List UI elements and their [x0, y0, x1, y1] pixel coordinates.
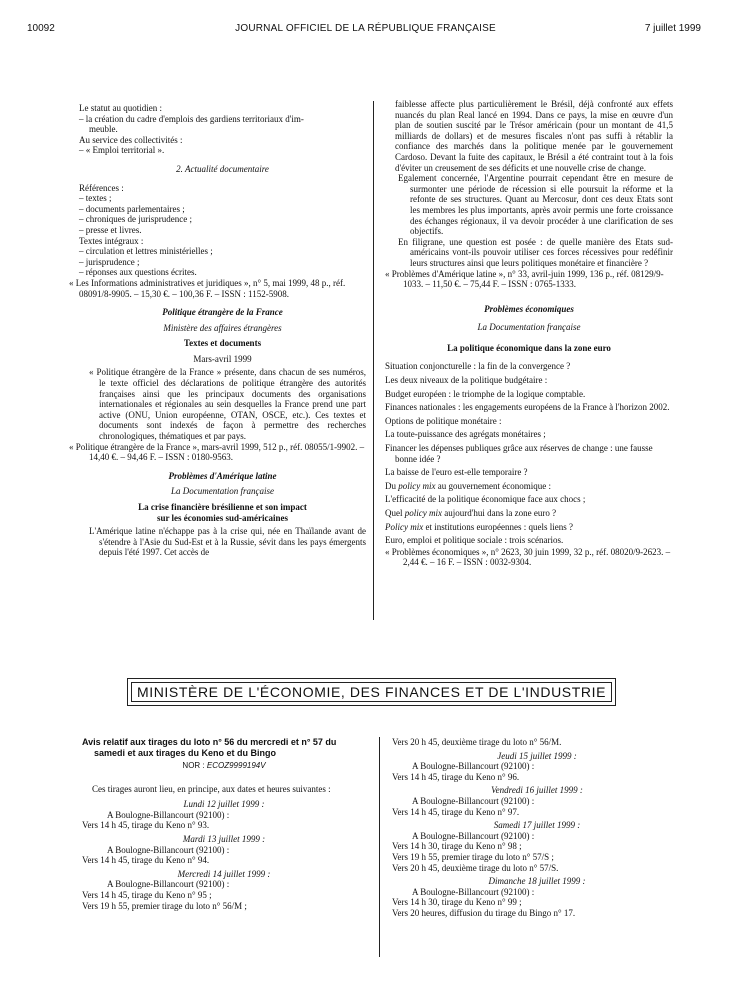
section-heading: Problèmes économiques [484, 303, 574, 314]
location: A Boulogne-Billancourt (92100) : [107, 879, 230, 890]
text-run: Du [385, 480, 399, 491]
list-item: Budget européen : le triomphe de la logique comptable. [385, 388, 586, 399]
list-item: Finances nationales : les engagements européens de la France à l'horizon 2002. [385, 402, 670, 413]
publication-reference: « Problèmes d'Amérique latine », n° 33, avril-juin 1999, 136 p., réf. 08129/9-1033. – 11,50 €. – 75,44 F. – ISSN : 0765-1333. [385, 268, 664, 290]
column-divider [379, 737, 380, 957]
day-heading: Samedi 17 juillet 1999 : [493, 820, 581, 831]
day-heading: Jeudi 15 juillet 1999 : [497, 750, 577, 761]
nor-reference [82, 761, 366, 772]
list-item: – textes ; [79, 193, 112, 204]
nor-code: ECOZ9999194V [206, 761, 266, 770]
day-heading: Mercredi 14 juillet 1999 : [177, 868, 271, 879]
draw-line: Vers 14 h 45, tirage du Keno n° 96. [392, 771, 520, 782]
list-item: Options de politique monétaire : [385, 415, 502, 426]
day-heading: Vendredi 16 juillet 1999 : [491, 785, 583, 796]
issue-period: Mars-avril 1999 [193, 353, 252, 364]
list-item [385, 522, 673, 533]
journal-title: JOURNAL OFFICIEL DE LA RÉPUBLIQUE FRANÇAISE [235, 23, 496, 34]
draw-line: Vers 19 h 55, premier tirage du loto n° 56/M ; [82, 900, 247, 911]
text-run: au gouvernement économique : [435, 480, 551, 491]
sub-heading: La Documentation française [171, 486, 274, 497]
list-item: – circulation et lettres ministérielles ; [79, 246, 213, 257]
list-item: L'efficacité de la politique économique face aux chocs ; [385, 494, 586, 505]
nor-label: NOR : [182, 761, 207, 770]
intro-line: Le statut au quotidien : [79, 103, 162, 113]
publication-reference: « Politique étrangère de la France », mars-avril 1999, 512 p., réf. 08055/1-9902. – 14,40 €. – 94,46 F. – ISSN : 0180-9563. [69, 441, 365, 463]
issue-date: 7 juillet 1999 [644, 23, 701, 34]
location: A Boulogne-Billancourt (92100) : [412, 830, 535, 841]
location: A Boulogne-Billancourt (92100) : [412, 795, 535, 806]
draw-line: Vers 14 h 45, tirage du Keno n° 93. [82, 820, 210, 831]
list-item: Euro, emploi et politique sociale : trois scénarios. [385, 535, 564, 546]
draw-line: Vers 14 h 45, tirage du Keno n° 94. [82, 855, 210, 866]
sub-heading: La Documentation française [477, 322, 581, 333]
location: A Boulogne-Billancourt (92100) : [107, 844, 230, 855]
paragraph: En filigrane, une question est posée : de quelle manière des Etats sud-américains vont-ils pouvoir utiliser ces forces récessives pour redéfinir leurs structures ainsi que leurs politiques monétaire et financière ? [398, 236, 673, 268]
article-title: sur les économies sud-américaines [156, 512, 289, 523]
draw-line: Vers 14 h 45, tirage du Keno n° 97. [392, 806, 520, 817]
list-item: Les deux niveaux de la politique budgétaire : [385, 375, 548, 386]
text-run: Quel [385, 508, 405, 518]
draw-line: Vers 20 heures, diffusion du tirage du Bingo n° 17. [392, 907, 576, 918]
location: A Boulogne-Billancourt (92100) : [412, 886, 535, 897]
list-item: Situation conjoncturelle : la fin de la convergence ? [385, 361, 571, 372]
draw-line: Vers 20 h 45, deuxième tirage du loto n° 56/M. [392, 737, 562, 747]
draw-line: Vers 14 h 30, tirage du Keno n° 98 ; [392, 841, 522, 852]
paragraph: faiblesse affecte plus particulièrement le Brésil, déjà confronté aux effets nuancés du plan Real lancé en 1994. Dans ce pays, la mise en œuvre d'un plan de soutien suscité par le Trésor américain (pour un montant de 41,5 milliards de dollars) et de mesures fiscales n'ont pas suffi à rétablir la confiance des marchés dans la politique menée par le gouvernement Cardoso. Devant la fuite des capitaux, le Brésil a été contraint tout à la fois d'éviter un creusement de ses déficits et une nouvelle crise de change. [395, 99, 673, 173]
column-divider [373, 101, 374, 620]
list-item [385, 481, 673, 492]
list-item: – chroniques de jurisprudence ; [79, 214, 192, 225]
sub-heading: Ministère des affaires étrangères [163, 322, 282, 333]
text-run: policy mix [398, 480, 436, 491]
list-label: Références : [79, 182, 124, 193]
paragraph: L'Amérique latine n'échappe pas à la crise qui, née en Thaïlande avant de s'étendre à l'Asie du Sud-Est et à la Russie, sévit dans les pays émergents depuis l'été 1997. Cet accès de [89, 526, 366, 558]
draw-line: Vers 19 h 55, premier tirage du loto n° 57/S ; [392, 851, 554, 862]
day-heading: Dimanche 18 juillet 1999 : [488, 876, 586, 887]
text-run: et institutions européennes : quels liens ? [423, 521, 573, 532]
location: A Boulogne-Billancourt (92100) : [107, 809, 230, 820]
day-heading: Mardi 13 juillet 1999 : [182, 833, 266, 844]
intro-line: – « Emploi territorial ». [79, 145, 165, 156]
text-run: policy mix [404, 508, 442, 518]
publication-reference: « Les Informations administratives et juridiques », n° 5, mai 1999, 48 p., réf. 08091/8-9905. – 15,30 €. – 100,36 F. – ISSN : 1152-5908. [69, 277, 346, 299]
intro-line: – la création du cadre d'emplois des gardiens territoriaux d'im- meuble. [79, 113, 304, 135]
page-header [0, 23, 731, 39]
paragraph: Ces tirages auront lieu, en principe, aux dates et heures suivantes : [92, 783, 331, 794]
sub-heading: Textes et documents [183, 338, 262, 349]
list-item: La baisse de l'euro est-elle temporaire ? [385, 467, 528, 478]
draw-line: Vers 14 h 45, tirage du Keno n° 95 ; [82, 889, 212, 900]
list-item: – presse et livres. [79, 224, 142, 235]
day-heading: Lundi 12 juillet 1999 : [183, 799, 265, 810]
article-title: La politique économique dans la zone euro [447, 342, 611, 353]
location: A Boulogne-Billancourt (92100) : [412, 761, 535, 772]
publication-reference: « Problèmes économiques », n° 2623, 30 juin 1999, 32 p., réf. 08020/9-2623. – 2,44 €. – 16 F. – ISSN : 0032-9304. [385, 546, 671, 568]
draw-line: Vers 20 h 45, deuxième tirage du loto n° 57/S. [392, 862, 559, 873]
list-item [385, 508, 673, 519]
ministry-banner: MINISTÈRE DE L'ÉCONOMIE, DES FINANCES ET DE L'INDUSTRIE [127, 678, 616, 706]
right-column [385, 99, 673, 568]
list-item: La toute-puissance des agrégats monétaires ; [385, 429, 546, 440]
list-item: Financer les dépenses publiques grâce aux réserves de change : une fausse bonne idée ? [385, 443, 653, 464]
draw-line: Vers 14 h 30, tirage du Keno n° 99 ; [392, 897, 522, 908]
article-title: La crise financière brésilienne et son impact [138, 502, 307, 512]
section-heading: 2. Actualité documentaire [176, 163, 269, 174]
paragraph: Egalement concernée, l'Argentine pourrait cependant être en mesure de surmonter une période de récession si elle poursuit la réforme et la refonte de ses structures. Quant au Mercosur, dont ces deux Etats sont les membres les plus importants, après avoir permis une forte croissance des échanges régionaux, il va devoir procéder à une clarification de ses objectifs. [398, 173, 673, 237]
left-column [69, 103, 366, 558]
intro-line: Au service des collectivités : [79, 134, 183, 145]
text-run: Policy mix [385, 521, 424, 532]
text-run: aujourd'hui dans la zone euro ? [442, 508, 557, 518]
section-heading: Problèmes d'Amérique latine [168, 470, 277, 481]
list-item: – réponses aux questions écrites. [79, 267, 197, 278]
avis-title: Avis relatif aux tirages du loto n° 56 du mercredi et n° 57 du samedi et aux tirages du Keno et du Bingo [82, 737, 337, 758]
page-number: 10092 [27, 23, 55, 34]
paragraph: « Politique étrangère de la France » présente, dans chacun de ses numéros, le texte officiel des déclarations de politique étrangère des autorités françaises ainsi que les principaux documents des organisations internationales et régionales au sein desquelles la France prend une part active (ONU, Union européenne, OTAN, OSCE, etc.). Ces textes et documents sont indexés de façon à permettre des recherches chronologiques, thématiques et par pays. [89, 367, 366, 442]
list-label: Textes intégraux : [79, 235, 144, 246]
list-item: – jurisprudence ; [79, 256, 140, 267]
list-item: – documents parlementaires ; [79, 203, 185, 214]
avis-left-column [82, 737, 366, 911]
section-heading: Politique étrangère de la France [162, 307, 283, 318]
avis-right-column [392, 737, 682, 919]
